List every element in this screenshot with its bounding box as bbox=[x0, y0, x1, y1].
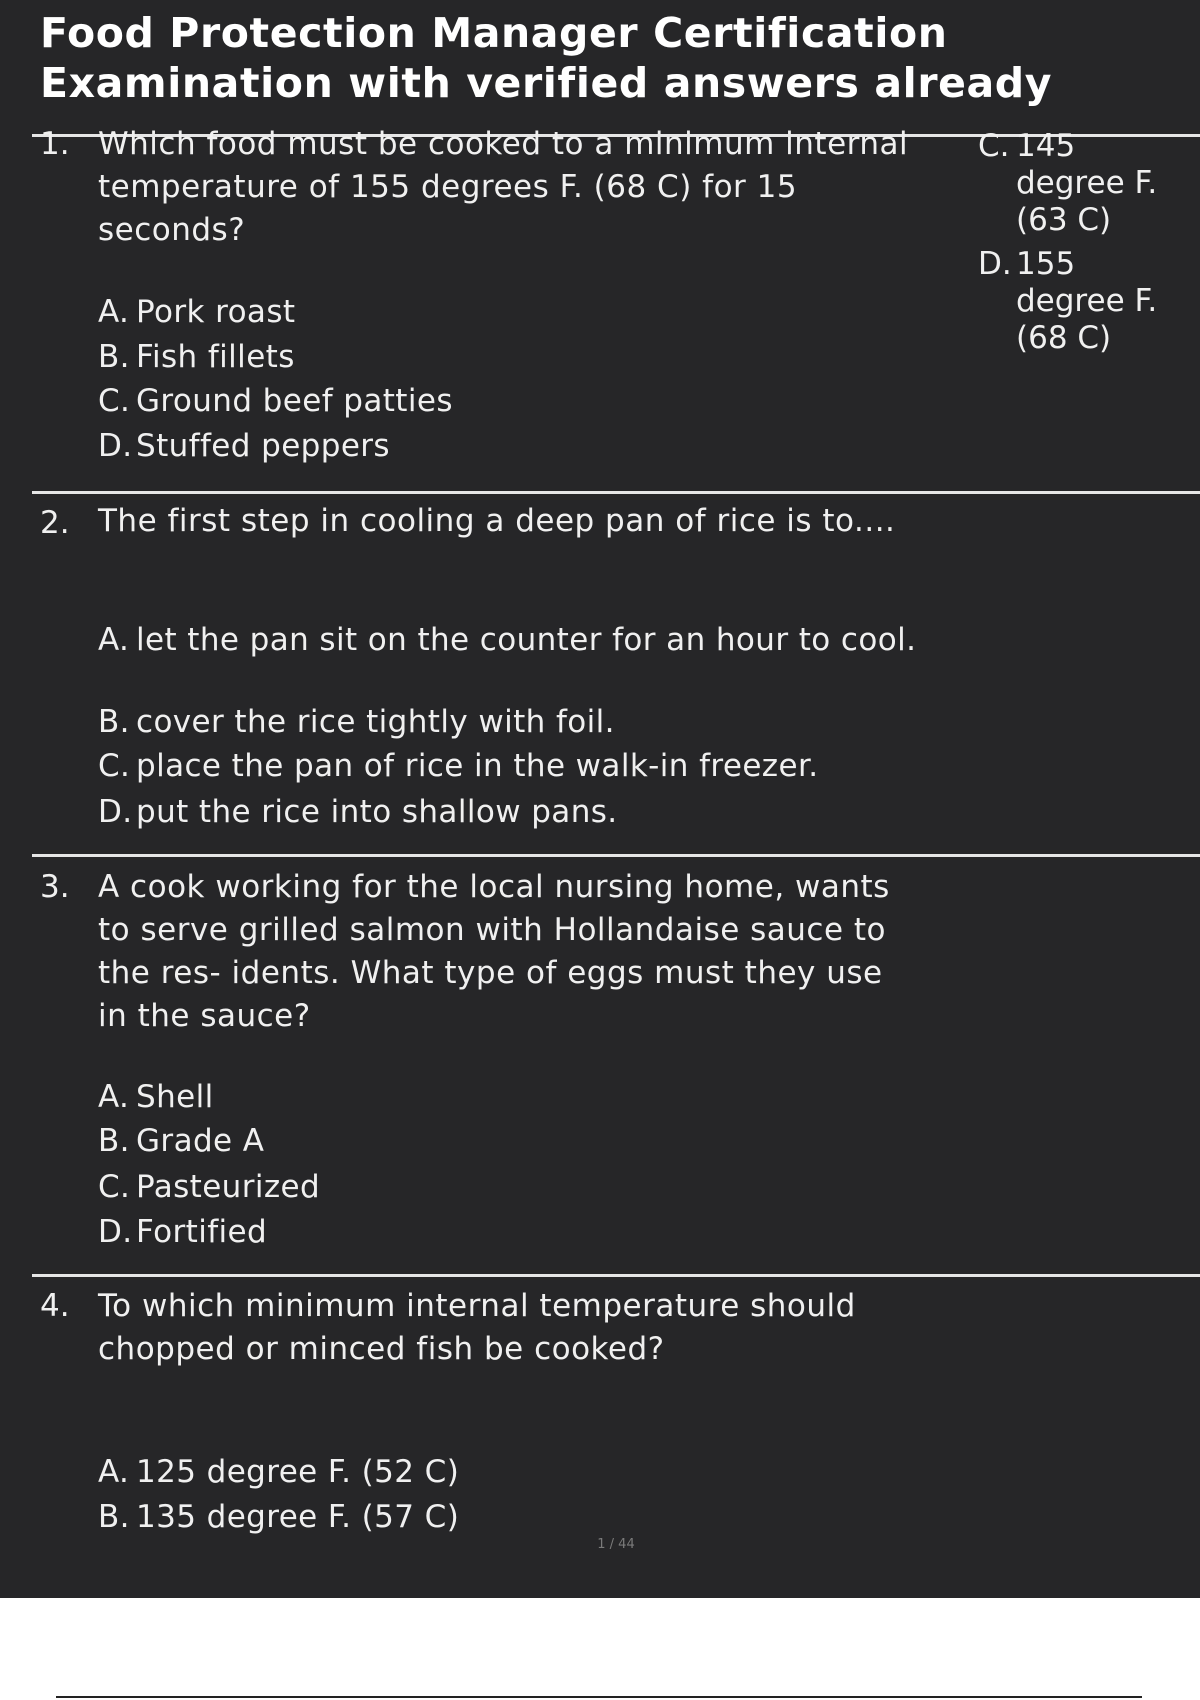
next-page-divider bbox=[56, 1696, 1142, 1698]
option-letter: B. bbox=[98, 339, 130, 375]
answer-option bbox=[98, 1123, 264, 1160]
option-letter: C. bbox=[98, 748, 131, 784]
divider bbox=[32, 491, 1200, 494]
option-text: 155 degree F. (68 C) bbox=[1016, 246, 1158, 356]
option-letter: A. bbox=[98, 294, 130, 330]
question-number: 1. bbox=[40, 126, 70, 162]
option-text: Ground beef patties bbox=[136, 383, 453, 419]
answer-option bbox=[978, 128, 1188, 239]
option-letter: C. bbox=[98, 383, 131, 419]
option-letter: A. bbox=[98, 622, 130, 658]
answer-option bbox=[98, 383, 453, 420]
option-text: 145 degree F. (63 C) bbox=[1016, 128, 1158, 238]
option-text: 135 degree F. (57 C) bbox=[136, 1499, 460, 1535]
question-number: 3. bbox=[40, 869, 70, 905]
option-letter: C. bbox=[978, 128, 1010, 164]
answer-option bbox=[98, 294, 295, 331]
divider bbox=[32, 1274, 1200, 1277]
question-text: The first step in cooling a deep pan of rice is to.... bbox=[98, 503, 896, 539]
option-letter: D. bbox=[978, 246, 1012, 282]
question-text: Which food must be cooked to a minimum internal temperature of 155 degrees F. (68 C) for 15 seconds? bbox=[98, 126, 909, 248]
question-number: 2. bbox=[40, 505, 70, 541]
option-text: Fortified bbox=[136, 1214, 268, 1250]
answer-option bbox=[978, 246, 1188, 357]
option-letter: B. bbox=[98, 704, 130, 740]
option-letter: D. bbox=[98, 428, 133, 464]
option-letter: D. bbox=[98, 1214, 133, 1250]
answer-option bbox=[98, 1169, 320, 1206]
answer-option bbox=[98, 339, 295, 376]
option-text: Pasteurized bbox=[136, 1169, 321, 1205]
answer-option bbox=[98, 428, 390, 465]
answer-option bbox=[98, 794, 618, 831]
option-text: Shell bbox=[136, 1079, 214, 1115]
option-letter: A. bbox=[98, 1454, 130, 1490]
option-letter: B. bbox=[98, 1499, 130, 1535]
page-indicator: 1 / 44 bbox=[597, 1537, 635, 1552]
option-text: put the rice into shallow pans. bbox=[136, 794, 618, 830]
question-text: A cook working for the local nursing home, wants to serve grilled salmon with Hollandaise sauce to the res- idents. What type of eggs must they use in the sauce? bbox=[98, 869, 890, 1034]
answer-option bbox=[98, 1499, 459, 1536]
answer-option bbox=[98, 704, 615, 741]
option-text: cover the rice tightly with foil. bbox=[136, 704, 615, 740]
option-text: Grade A bbox=[136, 1123, 265, 1159]
option-text: place the pan of rice in the walk-in freezer. bbox=[136, 748, 819, 784]
document-title: Food Protection Manager Certification Examination with verified answers already bbox=[40, 9, 1053, 107]
answer-option bbox=[98, 1454, 459, 1491]
option-text: Stuffed peppers bbox=[136, 428, 390, 464]
option-text: let the pan sit on the counter for an hour to cool. bbox=[136, 622, 917, 658]
option-letter: B. bbox=[98, 1123, 130, 1159]
answer-option bbox=[98, 622, 938, 659]
option-text: 125 degree F. (52 C) bbox=[136, 1454, 460, 1490]
option-letter: D. bbox=[98, 794, 133, 830]
option-letter: C. bbox=[98, 1169, 131, 1205]
option-text: Fish fillets bbox=[136, 339, 295, 375]
question-number: 4. bbox=[40, 1288, 70, 1324]
option-text: Pork roast bbox=[136, 294, 296, 330]
option-letter: A. bbox=[98, 1079, 130, 1115]
divider bbox=[32, 854, 1200, 857]
answer-option bbox=[98, 1079, 214, 1116]
question-text: To which minimum internal temperature should chopped or minced fish be cooked? bbox=[98, 1288, 856, 1367]
answer-option bbox=[98, 748, 819, 785]
answer-option bbox=[98, 1214, 267, 1251]
